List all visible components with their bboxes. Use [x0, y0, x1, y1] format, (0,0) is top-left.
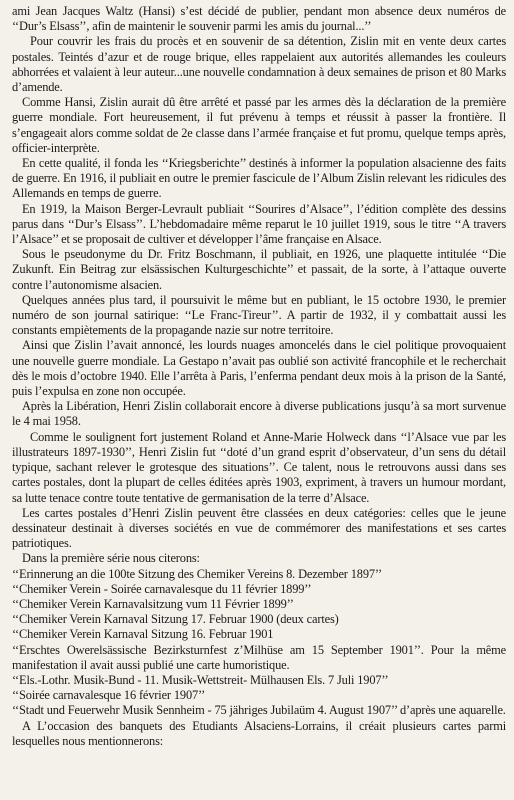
- paragraph: Sous le pseudonyme du Dr. Fritz Boschmann, il publiait, en 1926, une plaquette intitulée ‘‘Die Zukunft. Ein Beitrag zur elsässischen Kulturgeschichte’’ et passait, de la sorte, à l’attaque ouverte contre l’autonomisme alsacien.: [12, 247, 506, 292]
- list-item: ‘‘Els.-Lothr. Musik-Bund - 11. Musik-Wettstreit- Mülhausen Els. 7 Juli 1907’’: [12, 672, 389, 687]
- list-item: ‘‘Soirée carnavalesque 16 février 1907’’: [12, 688, 206, 703]
- paragraph: Dans la première série nous citerons:: [22, 551, 200, 566]
- paragraph: Les cartes postales d’Henri Zislin peuvent être classées en deux catégories: celles que le jeune dessinateur destinait à diverses sociétés en vue de commémorer des manifestations et ses cartes patriotiques.: [12, 505, 506, 551]
- paragraph: Comme le soulignent fort justement Roland et Anne-Marie Holweck dans ‘‘l’Alsace vue par les illustrateurs 1897-1930’’, Henri Zislin fut ‘‘doté d’un grand esprit d’observateur, d’un sens du détail typique, sachant relever le grotesque des situations’’. Ce talent, nous le retrouvons aussi dans ses cartes postales, dont la plupart de celles éditées après 1903, expriment, à travers un humour mordant, sa lutte tenace contre toute tentative de germanisation de la terre d’Alsace.: [12, 429, 506, 505]
- paragraph: Ainsi que Zislin l’avait annoncé, les lourds nuages amoncelés dans le ciel politique provoquaient une nouvelle guerre mondiale. La Gestapo n’avait pas oublié son activité francophile et le recherchait dès le mois d’octobre 1940. Elle l’arrêta à Paris, l’enferma pendant deux mois à la prison de la Santé, puis l’expulsa en zone non occupée.: [12, 338, 506, 399]
- closing-paragraph: A L’occasion des banquets des Etudiants Alsaciens-Lorrains, il créait plusieurs cartes parmi lesquelles nous mentionnerons:: [12, 718, 506, 748]
- paragraph: En 1919, la Maison Berger-Levrault publiait ‘‘Sourires d’Alsace’’, l’édition complète des dessins parus dans ‘‘Dur’s Elsass’’. L’hebdomadaire même reparut le 10 juillet 1919, sous le titre ‘‘A travers l’Alsace’’ et se proposait de cultiver et développer l’âme française en Alsace.: [12, 201, 506, 247]
- list-item: ‘‘Erschtes Owerelsässische Bezirksturnfest z’Milhüse am 15 September 1901’’. Pour la même manifestation il avait aussi publié une carte humoristique.: [12, 642, 506, 672]
- list-item: ‘‘Chemiker Verein Karnaval Sitzung 17. Februar 1900 (deux cartes): [12, 612, 339, 627]
- list-item: ‘‘Chemiker Verein Karnaval Sitzung 16. Februar 1901: [12, 627, 274, 642]
- list-item: ‘‘Stadt und Feuerwehr Musik Sennheim - 75 jähriges Jubilaüm 4. August 1907’’ d’après une aquarelle.: [12, 703, 506, 718]
- paragraph: Après la Libération, Henri Zislin collaborait encore à diverse publications jusqu’à sa mort survenue le 4 mai 1958.: [12, 399, 506, 429]
- paragraph: Pour couvrir les frais du procès et en souvenir de sa détention, Zislin mit en vente deux cartes postales. Teintés d’azur et de rouge brique, elles rappelaient aux autorités allemandes les couleurs abhorrées et valaient à leur auteur...une nouvelle condamnation à deux semaines de prison et 80 Marks d’amende.: [12, 34, 506, 95]
- paragraph: Comme Hansi, Zislin aurait dû être arrêté et passé par les armes dès la déclaration de la première guerre mondiale. Fort heureusement, il fut prévenu à temps et réussit à passer la frontière. Il s’engageait alors comme soldat de 2e classe dans l’armée française et fut promu, quelque temps après, officier-interprète.: [12, 95, 506, 155]
- list-item: ‘‘Chemiker Verein - Soirée carnavalesque du 11 février 1899’’: [12, 581, 312, 596]
- paragraph: En cette qualité, il fonda les ‘‘Kriegsberichte’’ destinés à informer la population alsacienne des faits de guerre. En 1916, il publiait en outre le premier fascicule de l’Album Zislin relevant les ridicules des Allemands en temps de guerre.: [12, 156, 506, 201]
- paragraph: ami Jean Jacques Waltz (Hansi) s’est décidé de publier, pendant mon absence deux numéros de ‘‘Dur’s Elsass’’, afin de maintenir le souvenir parmi les amis du journal...’’: [12, 4, 506, 34]
- postcard-list: [12, 567, 506, 719]
- list-item: ‘‘Erinnerung an die 100te Sitzung des Chemiker Vereins 8. Dezember 1897’’: [12, 566, 382, 581]
- list-item: ‘‘Chemiker Verein Karnavalsitzung vum 11 Février 1899’’: [12, 596, 294, 611]
- paragraph: Quelques années plus tard, il poursuivit le même but en publiant, le 15 octobre 1930, le premier numéro de son journal satirique: ‘‘Le Franc-Tireur’’. A partir de 1932, il y combattait aussi les constants empiètements de la propagande nazie sur notre territoire.: [12, 292, 506, 338]
